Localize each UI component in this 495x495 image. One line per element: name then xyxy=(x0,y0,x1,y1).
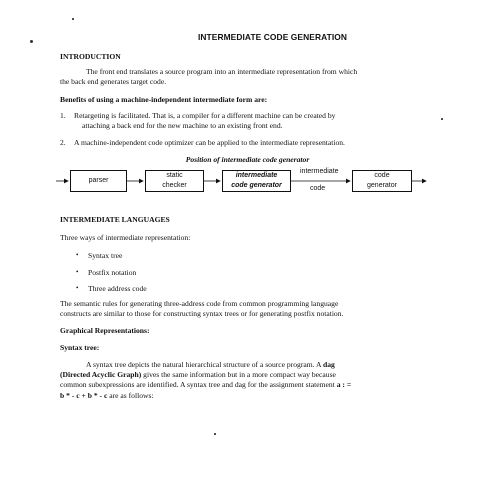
bullet-item-syntax-tree: Syntax tree xyxy=(88,251,123,260)
languages-intro: Three ways of intermediate representation: xyxy=(60,233,191,242)
dag-expansion: (Directed Acyclic Graph) xyxy=(60,370,142,380)
subheading-syntax-tree: Syntax tree: xyxy=(60,343,100,352)
syntax-tree-paragraph xyxy=(60,360,434,401)
syntax-line-2-text: gives the same information but in a more compact way because xyxy=(143,370,336,380)
static-checker-box xyxy=(145,170,204,192)
syntax-line-1-text: A syntax tree depicts the natural hierarchical structure of a source program. A xyxy=(86,360,322,369)
code-generator-label-1: code xyxy=(374,172,390,179)
bullet-item-postfix: Postfix notation xyxy=(88,268,137,277)
dag-term: dag xyxy=(323,360,335,369)
syntax-line-3 xyxy=(60,380,434,390)
syntax-line-4-text: are as follows: xyxy=(109,390,154,400)
icg-label-2: code generator xyxy=(231,182,282,189)
bullet-icon: • xyxy=(76,284,79,292)
syntax-line-4 xyxy=(60,391,434,401)
code-generator-box xyxy=(352,170,412,192)
section-heading-benefits: Benefits of using a machine-independent intermediate form are: xyxy=(60,95,268,104)
semantic-line-2: constructs are similar to those for constructing syntax trees or for generating postfix notation. xyxy=(60,309,344,319)
icg-label-1: intermediate xyxy=(235,172,278,179)
parser-label: parser xyxy=(88,177,109,184)
parser-box xyxy=(70,170,127,192)
section-heading-graphical: Graphical Representations: xyxy=(60,326,150,335)
static-checker-label-1: static xyxy=(166,172,183,179)
semantic-rules-paragraph xyxy=(60,299,434,319)
section-heading-intermediate-languages: INTERMEDIATE LANGUAGES xyxy=(60,215,170,224)
static-checker-label-2: checker xyxy=(162,182,187,189)
intermediate-label: intermediate xyxy=(300,168,339,175)
code-label: code xyxy=(310,185,326,192)
assignment-expression: b * - c + b * - c xyxy=(60,390,108,400)
assignment-start: a : = xyxy=(336,380,352,390)
code-generator-label-2: generator xyxy=(367,182,397,189)
benefit-1-line-1: Retargeting is facilitated. That is, a compiler for a different machine can be created by xyxy=(74,111,336,120)
syntax-line-3-text: common subexpressions are identified. A syntax tree and dag for the assignment statement xyxy=(60,380,335,390)
syntax-line-2 xyxy=(60,370,434,380)
bullet-icon: • xyxy=(76,251,79,259)
page-title: INTERMEDIATE CODE GENERATION xyxy=(197,32,348,42)
list-number-1: 1. xyxy=(60,111,66,120)
intro-line-2: the back end generates target code. xyxy=(60,77,167,87)
list-number-2: 2. xyxy=(60,138,66,147)
benefit-item-2: A machine-independent code optimizer can be applied to the intermediate representation. xyxy=(74,138,345,147)
semantic-line-1: The semantic rules for generating three-address code from common programming language xyxy=(60,299,339,308)
benefit-1-line-2: attaching a back end for the new machine to an existing front end. xyxy=(82,121,283,131)
bullet-item-three-address: Three address code xyxy=(88,284,147,293)
intro-line-1: The front end translates a source program into an intermediate representation from which xyxy=(86,67,358,76)
section-heading-introduction: INTRODUCTION xyxy=(60,52,121,61)
diagram-caption: Position of intermediate code generator xyxy=(185,155,310,164)
syntax-line-1 xyxy=(60,360,434,370)
intermediate-code-generator-box xyxy=(222,170,291,192)
bullet-icon: • xyxy=(76,268,79,276)
